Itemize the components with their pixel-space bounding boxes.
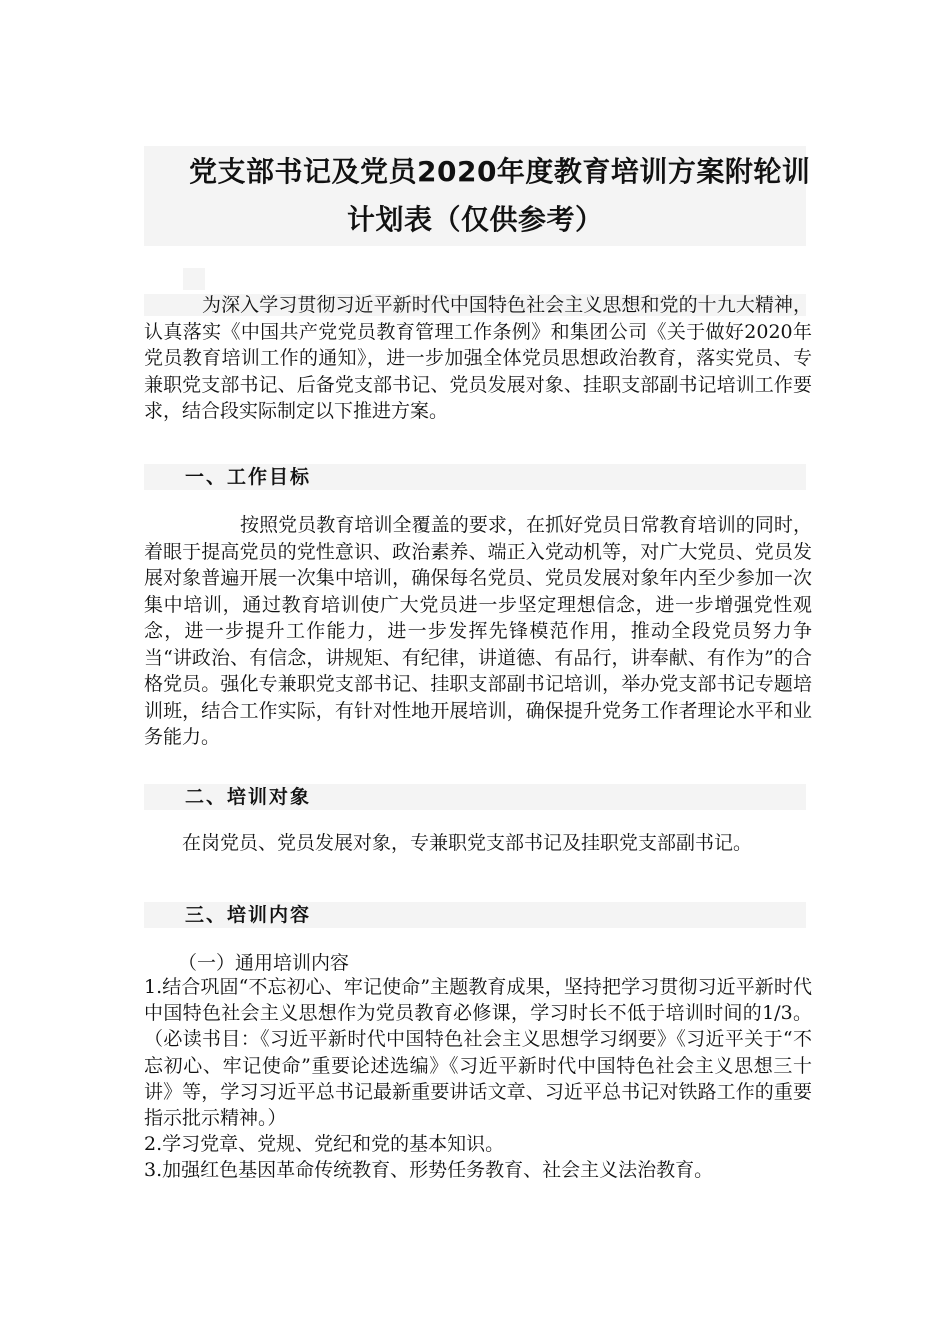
document-title-line-2: 计划表（仅供参考） (347, 203, 604, 236)
intro-paragraph: 为深入学习贯彻习近平新时代中国特色社会主义思想和党的十九大精神，认真落实《中国共产党党员教育管理工作条例》和集团公司《关于做好2020年党员教育培训工作的通知》，进一步加强全体党员思想政治教育，落实党员、专兼职党支部书记、后备党支部书记、党员发展对象、挂职支部副书记培训工作要求，结合段实际制定以下推进方案。 (144, 294, 812, 422)
goal-paragraph: 按照党员教育培训全覆盖的要求，在抓好党员日常教育培训的同时，着眼于提高党员的党性意识、政治素养、端正入党动机等，对广大党员、党员发展对象普遍开展一次集中培训，确保每名党员、党员发展对象年内至少参加一次集中培训，通过教育培训使广大党员进一步坚定理想信念，进一步增强党性观念，进一步提升工作能力，进一步发挥先锋模范作用，推动全段党员努力争当“讲政治、有信念，讲规矩、有纪律，讲道德、有品行，讲奉献、有作为”的合格党员。强化专兼职党支部书记、挂职支部副书记培训，举办党支部书记专题培训班，结合工作实际，有针对性地开展培训，确保提升党务工作者理论水平和业务能力。 (144, 514, 812, 748)
list-item: 1.结合巩固“不忘初心、牢记使命”主题教育成果，坚持把学习贯彻习近平新时代中国特色社会主义思想作为党员教育必修课，学习时长不低于培训时间的1/3。（必读书目：《习近平新时代中国特色社会主义思想学习纲要》《习近平关于“不忘初心、牢记使命”重要论述选编》《习近平新时代中国特色社会主义思想三十讲》等，学习习近平总书记最新重要讲话文章、习近平总书记对铁路工作的重要指示批示精神。） (144, 976, 812, 1130)
section-heading-content (144, 902, 806, 928)
decorative-mark (183, 268, 205, 290)
title-block (144, 146, 811, 246)
subheading-general-content: （一）通用培训内容 (178, 952, 350, 974)
section-heading-text: 三、培训内容 (185, 904, 312, 926)
document-title-line-1: 党支部书记及党员2020年度教育培训方案附轮训 (189, 155, 811, 188)
list-item: 3.加强红色基因革命传统教育、形势任务教育、社会主义法治教育。 (144, 1159, 714, 1182)
list-item: 2.学习党章、党规、党纪和党的基本知识。 (144, 1133, 505, 1156)
content-item-list (144, 974, 812, 1184)
section-heading-target (144, 784, 806, 810)
target-paragraph: 在岗党员、党员发展对象，专兼职党支部书记及挂职党支部副书记。 (182, 832, 753, 854)
section-heading-text: 一、工作目标 (185, 466, 312, 488)
section-heading-goal (144, 464, 806, 490)
section-heading-text: 二、培训对象 (185, 786, 312, 808)
